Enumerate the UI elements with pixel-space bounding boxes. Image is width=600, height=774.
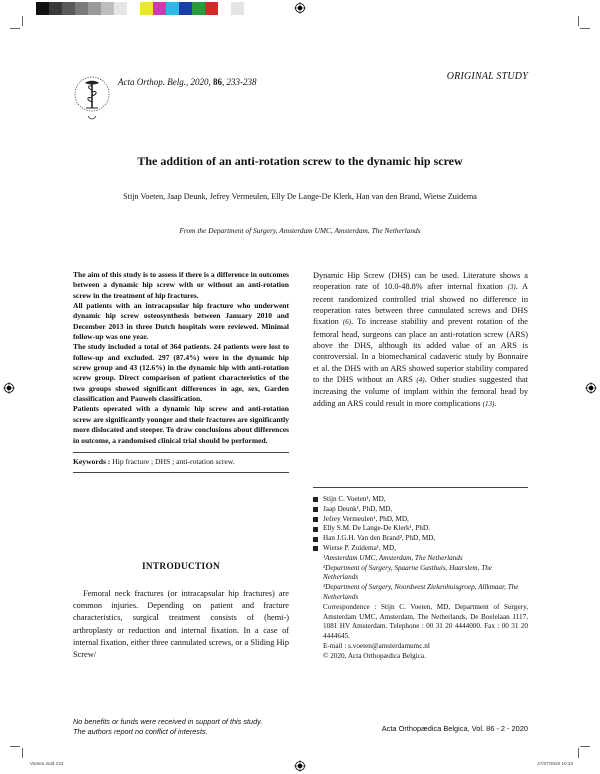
color-swatch: [127, 2, 140, 15]
crop-mark: [10, 28, 20, 29]
abstract-paragraph: The aim of this study is to assess if there is a difference in outcomes between a dynamic hip screw with or without an anti-rotation screw in the treatment of hip fractures.: [73, 270, 289, 300]
bullet-square-icon: [313, 537, 318, 542]
affiliation-note: ²Department of Surgery, Spaarne Gasthuis, Haarslem, The Netherlands: [323, 563, 492, 582]
crop-mark: [22, 748, 23, 758]
crop-mark: [578, 748, 579, 758]
color-swatch: [101, 2, 114, 15]
registration-mark-icon: [294, 760, 306, 772]
color-swatch: [231, 2, 244, 15]
section-heading: INTRODUCTION: [142, 562, 220, 572]
keywords-text: Hip fracture ; DHS ; anti-rotation screw.: [110, 456, 235, 466]
crop-mark: [578, 16, 579, 26]
author-note-item: Han J.G.H. Van den Brand², PhD, MD,: [313, 534, 528, 544]
journal-name: Acta Orthop. Belg.: [118, 77, 186, 87]
registration-mark-icon: [3, 382, 15, 394]
article-title: The addition of an anti-rotation screw to the dynamic hip screw: [137, 154, 463, 168]
abstract-paragraph: All patients with an intracapsular hip fracture who underwent dynamic hip screw osteosynthesis between January 2010 and December 2013 in three Dutch hospitals were reviewed. Minimal follow-up was one year.: [73, 301, 289, 342]
bullet-square-icon: [313, 546, 318, 551]
color-swatch: [62, 2, 75, 15]
color-swatch: [140, 2, 153, 15]
color-swatch: [114, 2, 127, 15]
color-swatch: [36, 2, 49, 15]
color-swatch: [88, 2, 101, 15]
citation-ref: (6): [342, 318, 352, 327]
funding-note: No benefits or funds were received in support of this study. The authors report no conflict of interests.: [73, 717, 263, 736]
color-swatch: [75, 2, 88, 15]
bullet-square-icon: [313, 497, 318, 502]
journal-logo-icon: [72, 72, 112, 132]
file-slug: Voeten.indd 233: [30, 761, 64, 766]
author-notes: [313, 487, 528, 662]
bullet-square-icon: [313, 527, 318, 532]
introduction-body: [73, 588, 289, 661]
author-note-item: Jefrey Vermeulen¹, PhD, MD,: [313, 515, 528, 525]
crop-mark: [580, 28, 590, 29]
journal-volume: 86: [213, 77, 222, 87]
author-note-item: Wietse P. Zuidema¹, MD,: [313, 544, 528, 554]
crop-mark: [580, 746, 590, 747]
journal-pages: , 233-238: [222, 77, 257, 87]
color-swatch: [49, 2, 62, 15]
copyright: © 2020, Acta Orthopædica Belgica.: [323, 651, 426, 660]
color-swatch: [166, 2, 179, 15]
abstract-paragraph: The study included a total of 364 patients. 24 patients were lost to follow-up and excluded. 297 (87.4%) were in the dynamic hip screw group and 43 (12.6%) in the dynamic hip with anti-rotation screw group. Direct comparison of patient characteristics of the two groups showed significant differences in age, sex, Garden classification and Pauwels classification.: [73, 342, 289, 404]
body-paragraph: Femoral neck fractures (or intracapsular hip fractures) are common injuries. Depending on patient and fracture characteristics, surgical treatment consists of (hemi-) arthroplasty or reduction and internal fixation. In a case of internal fixation, either three cannulated screws, or a Sliding Hip Screw/: [73, 589, 289, 660]
citation-ref: (13): [482, 399, 495, 408]
registration-mark-icon: [294, 2, 306, 14]
crop-mark: [22, 16, 23, 26]
abstract-paragraph: Patients operated with a dynamic hip screw and anti-rotation screw are significantly younger and their fractures are significantly more dislocated and steeper. To draw conclusions about differences in outcome, a randomised clinical trial should be performed.: [73, 404, 289, 445]
keywords: [73, 452, 289, 467]
affiliation-note: ¹Amsterdam UMC, Amsterdam, The Netherlands: [323, 553, 463, 562]
affiliation-line: From the Department of Surgery, Amsterdam UMC, Amsterdam, The Netherlands: [179, 226, 421, 235]
journal-issue: Acta Orthopædica Belgica, Vol. 86 - 2 - 2020: [381, 724, 528, 733]
color-swatch: [153, 2, 166, 15]
body-paragraph: Dynamic Hip Screw (DHS) can be used. Literature shows a reoperation rate of 10.0-48.8% after internal fixation (3). A recent randomized controlled trial showed no difference in reoperation rates between three cannulated screws and DHS fixation (6). To increase stability and prevent rotation of the femoral head, surgeons can place an anti-rotation screw (ARS) above the DHS, although its added value of an ARS is controversial. In a biomechanical cadaveric study by Bonnaire et al. the DHS with an ARS showed superior stability compared to the DHS without an ARS (4). Other studies suggested that increasing the volume of implant within the femoral head by adding an ARS could result in more complications (13).: [313, 271, 529, 408]
crop-mark: [10, 746, 20, 747]
color-swatch: [192, 2, 205, 15]
abstract-column: [73, 270, 289, 473]
color-swatch: [205, 2, 218, 15]
abstract: [73, 270, 289, 446]
citation-ref: (3): [507, 283, 516, 292]
correspondence: Correspondence : Stijn C. Voeten, MD, Department of Surgery, Amsterdam UMC, Amsterdam, The Netherlands, De Boelelaan 1117, 1081 HV Amsterdam. Telephone : 00 31 20 4444000. Fax : 00 31 20 4444645.: [323, 602, 528, 641]
divider: [73, 472, 289, 473]
registration-mark-icon: [585, 382, 597, 394]
author-note-item: Stijn C. Voeten¹, MD,: [313, 495, 528, 505]
color-bar: [36, 2, 244, 15]
date-slug: 27/07/2020 10:33: [537, 761, 573, 766]
author-note-item: Elly S.M. De Lange-De Klerk¹, PhD.: [313, 524, 528, 534]
bullet-square-icon: [313, 517, 318, 522]
keywords-label: Keywords :: [73, 456, 111, 466]
body-column-right: [313, 270, 528, 410]
author-list: Stijn Voeten, Jaap Deunk, Jefrey Vermeulen, Elly De Lange-De Klerk, Han van den Brand, Wietse Zuidema: [123, 192, 477, 201]
color-swatch: [218, 2, 231, 15]
affiliation-note: ³Department of Surgery, Noordwest Ziekenhuisgroep, Allkmaar, The Netherlands: [323, 583, 519, 601]
section-label: ORIGINAL STUDY: [446, 71, 528, 82]
author-note-item: Jaap Deunk¹, PhD, MD,: [313, 505, 528, 515]
citation-ref: (4): [416, 376, 425, 385]
journal-citation: Acta Orthop. Belg., 2020, 86, 233-238: [118, 77, 257, 87]
color-swatch: [179, 2, 192, 15]
email: E-mail : s.voeten@amsterdamumc.nl: [323, 641, 430, 650]
bullet-square-icon: [313, 507, 318, 512]
